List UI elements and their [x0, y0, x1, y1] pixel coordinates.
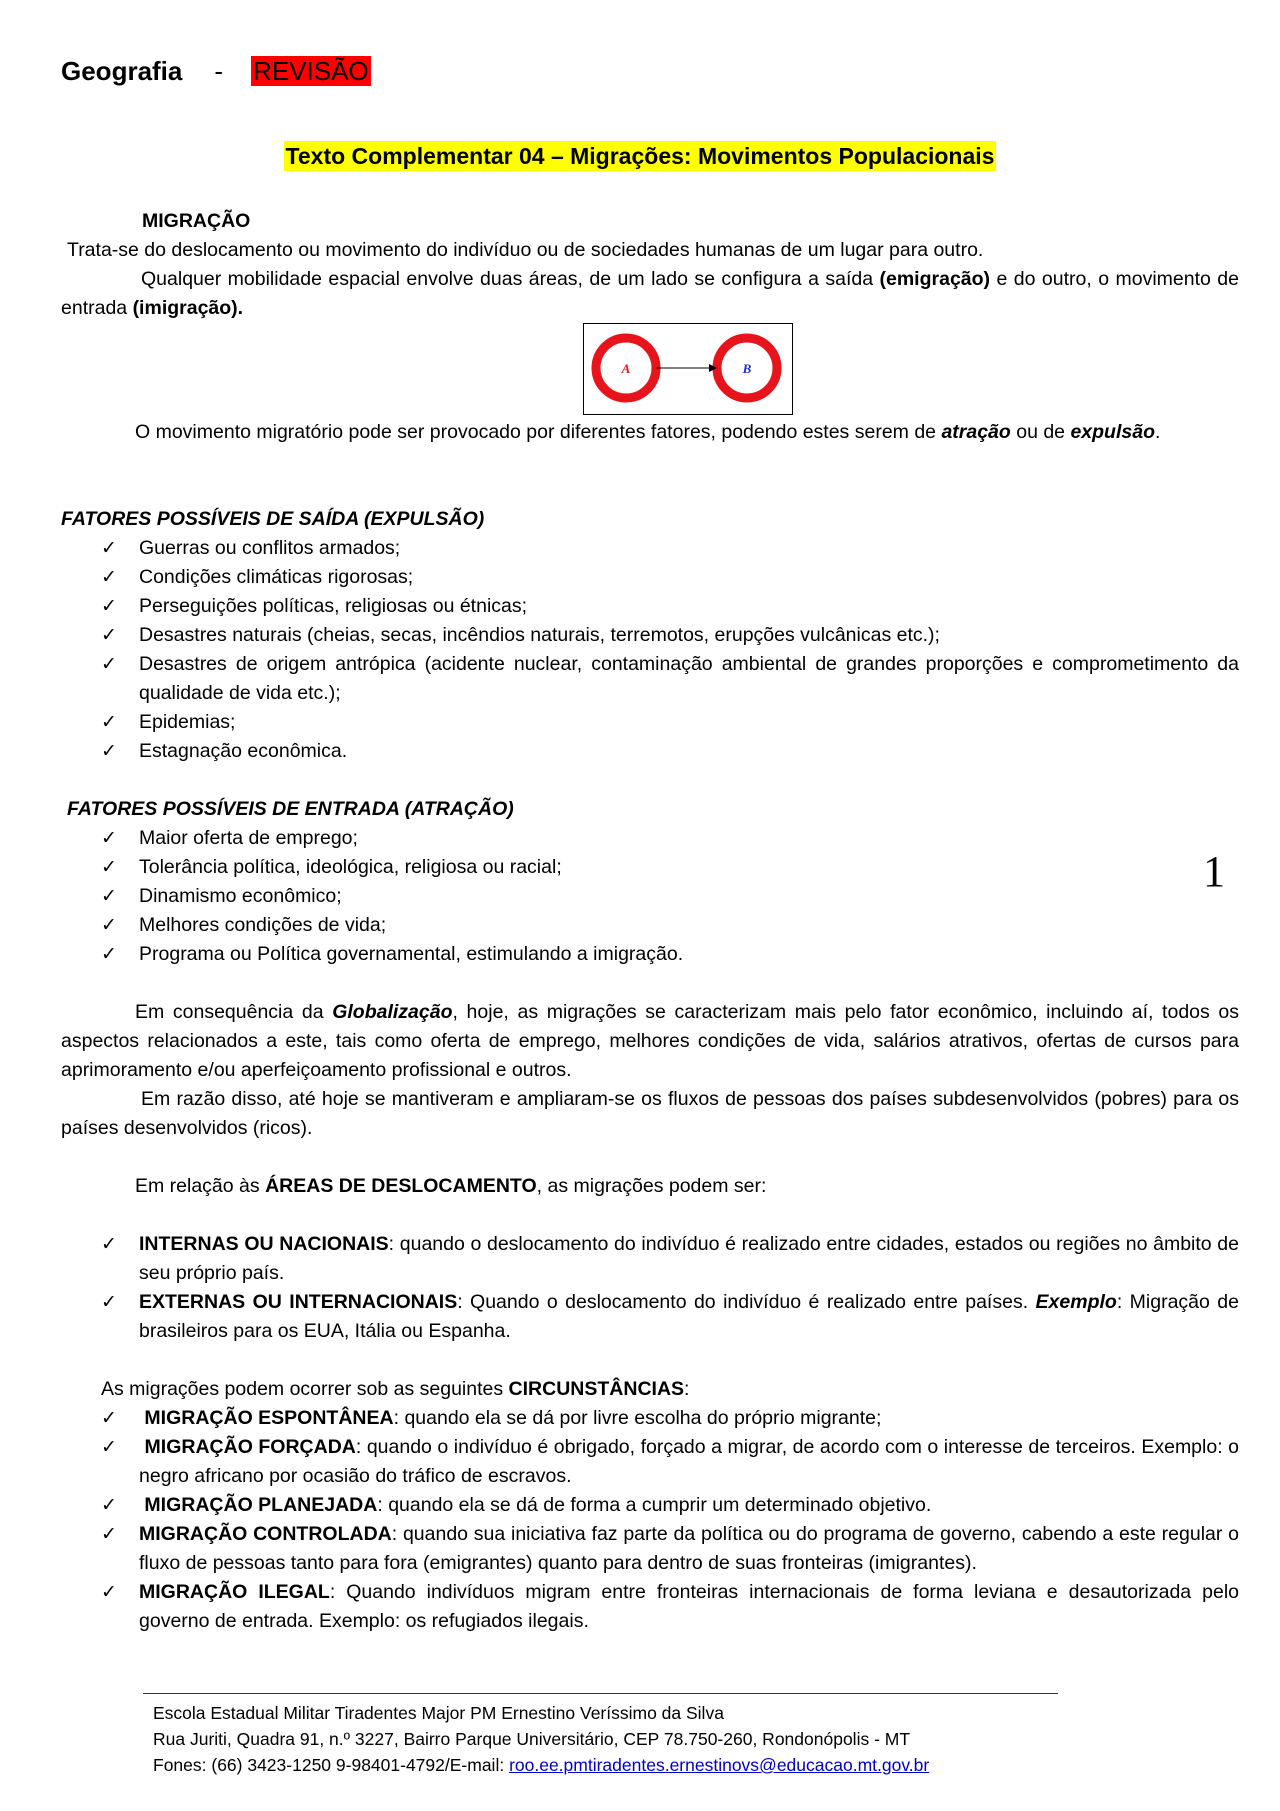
list-item	[61, 1404, 1239, 1433]
check-icon: ✓	[101, 567, 117, 588]
list-item-text: Dinamismo econômico;	[139, 885, 342, 907]
fatores-intro-e: .	[1155, 421, 1161, 443]
areas-intro-a: Em relação às	[135, 1175, 266, 1197]
migracao-definition: Trata-se do deslocamento ou movimento do indivíduo ou de sociedades humanas de um lugar para outro.	[67, 239, 984, 261]
globalizacao-c: , hoje, as migrações se caracterizam mais pelo fator econômico, incluindo aí, todos os aspectos relacionados a este, tais como oferta de emprego, melhores condições de vida, salários atrativos, ofertas de cursos para aprimoramento e/ou aperfeiçoamento profissional e outros.	[61, 1001, 1239, 1081]
list-item	[61, 534, 1239, 563]
list-item	[61, 708, 1239, 737]
list-item-text: Perseguições políticas, religiosas ou étnicas;	[139, 595, 528, 617]
internas-text: : quando o deslocamento do indivíduo é realizado entre cidades, estados ou regiões no âmbito de seu próprio país.	[139, 1233, 1239, 1284]
page-number: 1	[1203, 847, 1225, 896]
list-item	[61, 592, 1239, 621]
globalizacao-term: Globalização	[332, 1001, 453, 1023]
areas-list	[61, 1230, 1239, 1346]
externas-label: EXTERNAS OU INTERNACIONAIS	[139, 1291, 458, 1313]
list-item-text: Programa ou Política governamental, estimulando a imigração.	[139, 943, 684, 965]
check-icon: ✓	[101, 857, 117, 878]
destination-label: B	[742, 361, 752, 376]
item-label: MIGRAÇÃO CONTROLADA	[139, 1523, 392, 1545]
check-icon: ✓	[101, 944, 117, 965]
item-text: : quando ela se dá por livre escolha do próprio migrante;	[393, 1407, 882, 1429]
list-item-text: Melhores condições de vida;	[139, 914, 387, 936]
check-icon: ✓	[101, 712, 117, 733]
fatores-intro	[61, 418, 1239, 447]
list-item	[61, 824, 1239, 853]
list-item	[61, 1520, 1239, 1578]
item-label: MIGRAÇÃO FORÇADA	[144, 1436, 356, 1458]
saida-list	[61, 534, 1239, 766]
check-icon: ✓	[101, 538, 117, 559]
globalizacao-a: Em consequência da	[135, 1001, 333, 1023]
document-header	[61, 56, 371, 87]
origin-label: A	[621, 361, 631, 376]
footer	[143, 1693, 1063, 1778]
circunstancias-list	[61, 1404, 1239, 1636]
check-icon: ✓	[101, 741, 117, 762]
externas-example: : Migração de brasileiros para os EUA, Itália ou Espanha.	[139, 1291, 1239, 1342]
areas-intro-c: , as migrações podem ser:	[536, 1175, 767, 1197]
check-icon: ✓	[101, 625, 117, 646]
revision-tag: REVISÃO	[253, 56, 369, 86]
check-icon: ✓	[101, 1234, 117, 1255]
circunstancias-section	[61, 1375, 1239, 1636]
check-icon: ✓	[101, 886, 117, 907]
item-text: : quando o indivíduo é obrigado, forçado a migrar, de acordo com o interesse de terceiros. Exemplo: o negro africano por ocasião do tráfico de escravos.	[139, 1436, 1239, 1487]
emigracao-term: (emigração)	[879, 268, 991, 290]
globalizacao-section	[61, 998, 1239, 1143]
list-item	[61, 1491, 1239, 1520]
fatores-intro-c: ou de	[1010, 421, 1071, 443]
item-label: MIGRAÇÃO ILEGAL	[139, 1581, 330, 1603]
list-item-text: Maior oferta de emprego;	[139, 827, 358, 849]
check-icon: ✓	[101, 915, 117, 936]
list-item-text: Estagnação econômica.	[139, 740, 348, 762]
item-label: MIGRAÇÃO ESPONTÂNEA	[144, 1407, 394, 1429]
list-item-text: Desastres naturais (cheias, secas, incêndios naturais, terremotos, erupções vulcânicas etc.);	[139, 624, 940, 646]
list-item	[61, 882, 1239, 911]
list-item	[61, 1578, 1239, 1636]
expulsao-term: expulsão	[1070, 421, 1155, 443]
check-icon: ✓	[101, 1582, 117, 1603]
item-text: : quando sua iniciativa faz parte da política ou do programa de governo, cabendo a este regular o fluxo de pessoas tanto para fora (emigrantes) quanto para dentro de suas fronteiras (imigrantes).	[139, 1523, 1239, 1574]
list-item	[61, 621, 1239, 650]
check-icon: ✓	[101, 1524, 117, 1545]
imigracao-term: (imigração).	[132, 297, 244, 319]
saida-section	[61, 505, 1239, 766]
check-icon: ✓	[101, 654, 117, 675]
circ-intro-a: As migrações podem ocorrer sob as seguintes	[101, 1378, 509, 1400]
fatores-intro-a: O movimento migratório pode ser provocado por diferentes fatores, podendo estes serem de	[135, 421, 942, 443]
globalizacao-paragraph-2: Em razão disso, até hoje se mantiveram e ampliaram-se os fluxos de pessoas dos países subdesenvolvidos (pobres) para os países desenvolvidos (ricos).	[61, 1088, 1239, 1139]
list-item-text: Condições climáticas rigorosas;	[139, 566, 414, 588]
migracao-p1-a: Qualquer mobilidade espacial envolve duas áreas, de um lado se configura a saída	[141, 268, 880, 290]
list-item-text: Desastres de origem antrópica (acidente nuclear, contaminação ambiental de grandes proporções e comprometimento da qualidade de vida etc.);	[139, 653, 1239, 704]
list-item	[61, 853, 1239, 882]
saida-heading: FATORES POSSÍVEIS DE SAÍDA (EXPULSÃO)	[61, 508, 485, 530]
migracao-heading: MIGRAÇÃO	[142, 210, 251, 232]
page-title-wrap	[0, 143, 1280, 170]
circunstancias-term: CIRCUNSTÂNCIAS	[508, 1378, 685, 1400]
item-text: : quando ela se dá de forma a cumprir um determinado objetivo.	[377, 1494, 932, 1516]
migracao-paragraph	[61, 265, 1239, 323]
check-icon: ✓	[101, 1437, 117, 1458]
item-text: : Quando indivíduos migram entre fronteiras internacionais de forma leviana e desautorizada pelo governo de entrada. Exemplo: os refugiados ilegais.	[139, 1581, 1239, 1632]
list-item	[61, 911, 1239, 940]
migration-diagram-svg	[584, 324, 791, 413]
item-label: MIGRAÇÃO PLANEJADA	[144, 1494, 378, 1516]
page-title: Texto Complementar 04 – Migrações: Movimentos Populacionais	[285, 143, 995, 169]
entrada-list	[61, 824, 1239, 969]
migration-diagram	[583, 323, 793, 415]
footer-phones: Fones: (66) 3423-1250 9-98401-4792/E-mail:	[153, 1755, 510, 1775]
migracao-section	[61, 207, 1239, 323]
subject-title: Geografia	[61, 56, 183, 86]
entrada-heading: FATORES POSSÍVEIS DE ENTRADA (ATRAÇÃO)	[67, 798, 514, 820]
header-separator: -	[214, 56, 224, 86]
circunstancias-intro	[61, 1375, 1239, 1404]
atracao-term: atração	[941, 421, 1011, 443]
list-item	[61, 1230, 1239, 1288]
areas-section	[61, 1172, 1239, 1346]
footer-school: Escola Estadual Militar Tiradentes Major PM Ernestino Veríssimo da Silva	[153, 1703, 724, 1723]
circ-intro-c: :	[684, 1378, 690, 1400]
externas-text: : Quando o deslocamento do indivíduo é realizado entre países.	[457, 1291, 1036, 1313]
check-icon: ✓	[101, 596, 117, 617]
list-item-text: Tolerância política, ideológica, religiosa ou racial;	[139, 856, 562, 878]
migracao-p1-c: e do outro, o movimento de entrada	[61, 268, 1239, 319]
list-item	[61, 1288, 1239, 1346]
globalizacao-paragraph	[61, 998, 1239, 1085]
list-item	[61, 650, 1239, 708]
check-icon: ✓	[101, 1292, 117, 1313]
list-item-text: Guerras ou conflitos armados;	[139, 537, 401, 559]
entrada-section	[61, 795, 1239, 969]
exemplo-label: Exemplo	[1035, 1291, 1117, 1313]
footer-address: Rua Juriti, Quadra 91, n.º 3227, Bairro Parque Universitário, CEP 78.750-260, Rondonópolis - MT	[153, 1729, 911, 1749]
list-item	[61, 940, 1239, 969]
check-icon: ✓	[101, 1408, 117, 1429]
internas-label: INTERNAS OU NACIONAIS	[139, 1233, 389, 1255]
list-item	[61, 737, 1239, 766]
areas-intro	[61, 1172, 1239, 1201]
check-icon: ✓	[101, 828, 117, 849]
list-item-text: Epidemias;	[139, 711, 236, 733]
list-item	[61, 1433, 1239, 1491]
footer-contact	[143, 1752, 1063, 1778]
areas-term: ÁREAS DE DESLOCAMENTO	[265, 1175, 537, 1197]
footer-email-link[interactable]: roo.ee.pmtiradentes.ernestinovs@educacao.mt.gov.br	[509, 1755, 930, 1775]
check-icon: ✓	[101, 1495, 117, 1516]
footer-divider	[143, 1693, 1058, 1694]
list-item	[61, 563, 1239, 592]
